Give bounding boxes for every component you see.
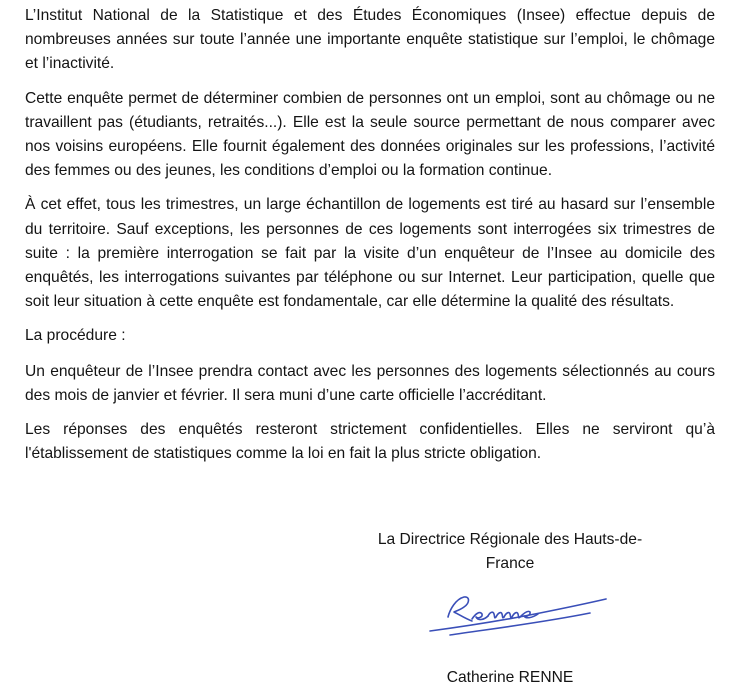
paragraph-intro: L’Institut National de la Statistique et des Études Économiques (Insee) effectue depuis de nombreuses années sur toute l’année une importante enquête statistique sur l’emploi, le chômage et l’inactivité. — [25, 7, 715, 73]
signer-name: Catherine RENNE — [446, 669, 574, 686]
paragraph-purpose: Cette enquête permet de déterminer combien de personnes ont un emploi, sont au chômage ou ne travaillent pas (étudiants, retraités...). Elle est la seule source permettant de nous comparer avec nos voisins européens. Elle fournit également des données originales sur les professions, l’activité des femmes ou des jeunes, les conditions d’emploi ou la formation continue. — [25, 89, 715, 180]
signature-block — [355, 528, 665, 576]
signer-title: La Directrice Régionale des Hauts-de-France — [377, 531, 643, 572]
procedure-heading: La procédure : — [25, 327, 126, 345]
letter-body — [25, 4, 715, 476]
signature-strokes — [430, 597, 606, 635]
paragraph-procedure: Un enquêteur de l’Insee prendra contact avec les personnes des logements sélectionnés au cours des mois de janvier et février. Il sera muni d’une carte officielle l’accréditant. — [25, 362, 715, 404]
handwritten-signature — [420, 583, 620, 643]
paragraph-method: À cet effet, tous les trimestres, un large échantillon de logements est tiré au hasard sur l’ensemble du territoire. Sauf exceptions, les personnes de ces logements sont interrogées six trimestres de suite : la première interrogation se fait par la visite d’un enquêteur de l’Insee au domicile des enquêtés, les interrogations suivantes par téléphone ou sur Internet. Leur participation, quelle que soit leur situation à cette enquête est fondamentale, car elle détermine la qualité des résultats. — [25, 196, 715, 311]
paragraph-confidentiality: Les réponses des enquêtés resteront strictement confidentielles. Elles ne serviront qu’à l'établissement de statistiques comme la loi en fait la plus stricte obligation. — [25, 421, 715, 463]
